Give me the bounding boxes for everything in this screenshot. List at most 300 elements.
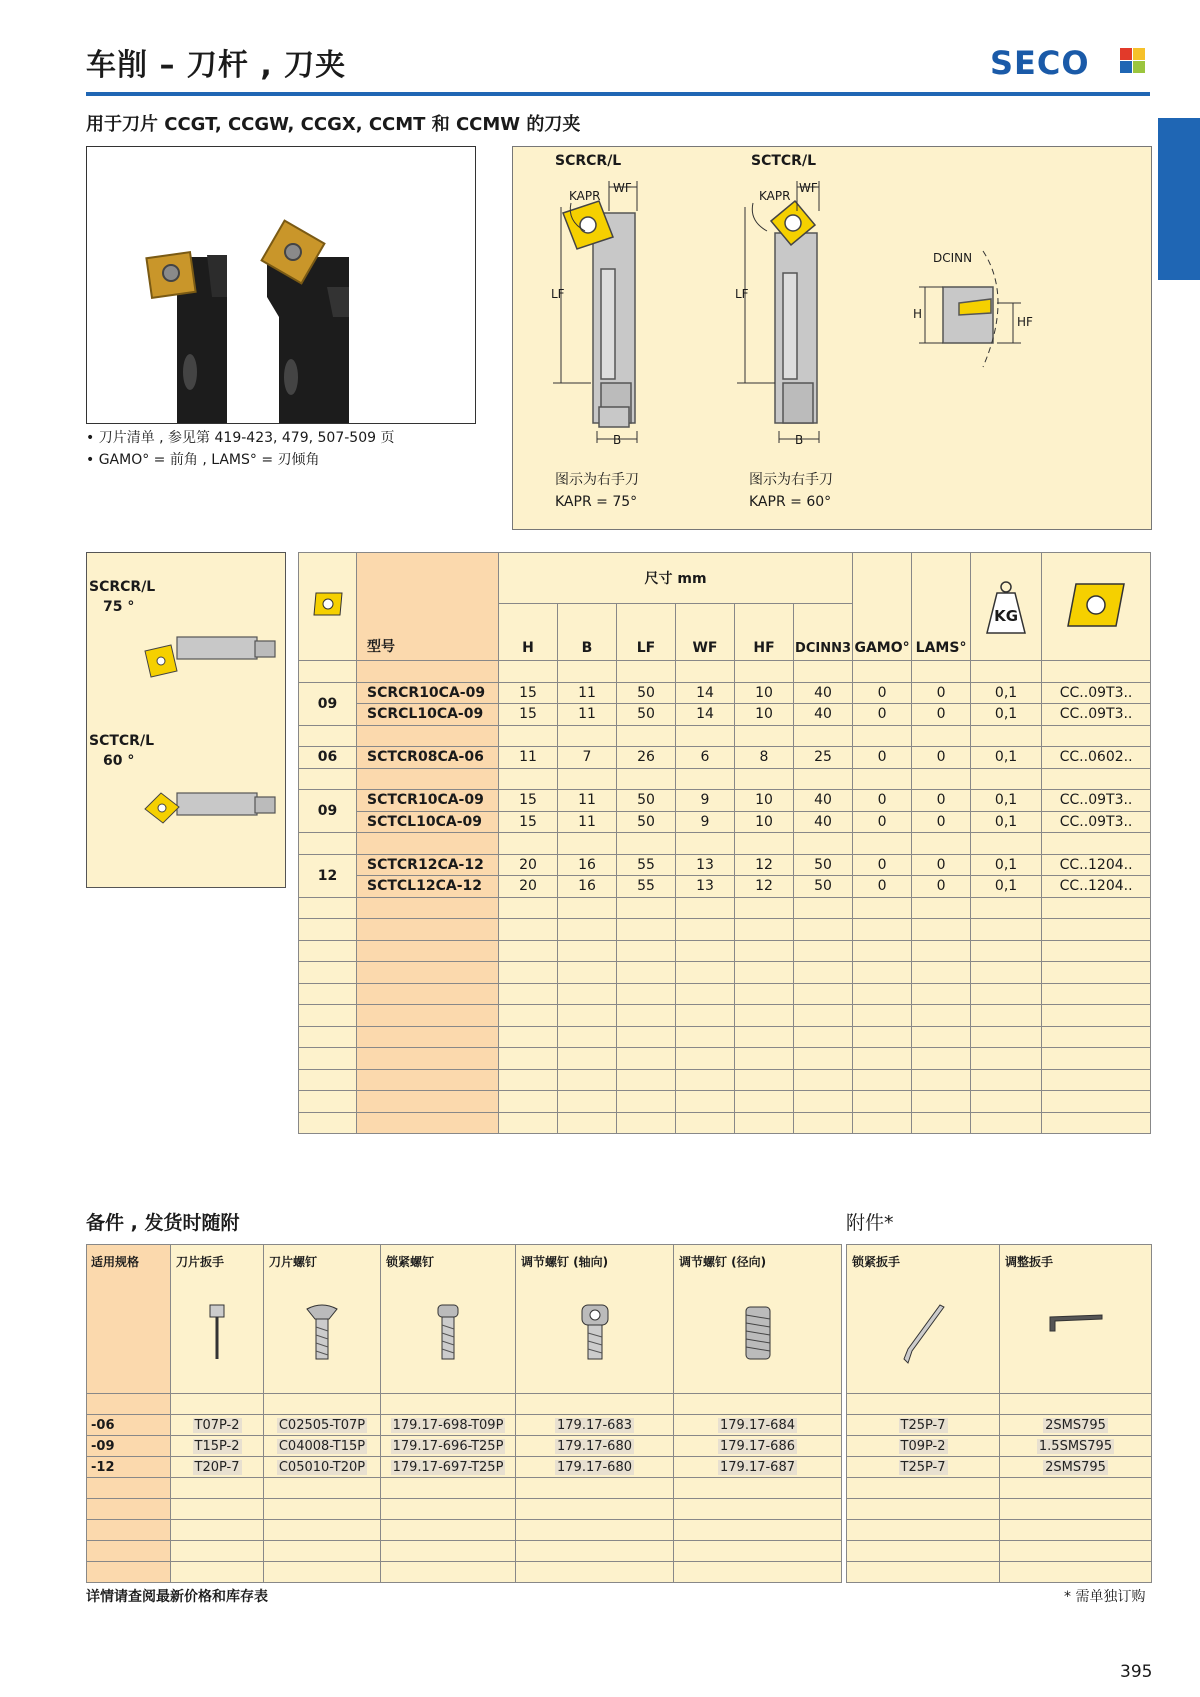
value-cell: [853, 983, 912, 1005]
note-insert-list: • 刀片清单 , 参见第 419-423, 479, 507-509 页: [86, 430, 395, 446]
cell-h: 20: [499, 876, 558, 898]
acc-adj-key-cell: [1000, 1436, 1152, 1457]
weight-label: KG: [994, 606, 1019, 625]
value-cell: [912, 1091, 971, 1113]
cell-wf: 9: [676, 811, 735, 833]
value-cell: [794, 768, 853, 790]
cell-lf: 50: [617, 704, 676, 726]
cell-insert: CC..1204..: [1042, 854, 1151, 876]
lock-key-icon: [847, 1303, 999, 1370]
cell-dcinn3: 50: [794, 876, 853, 898]
holder-row: [299, 704, 1151, 726]
model-cell: SCTCR12CA-12: [357, 854, 499, 876]
empty-row: [299, 897, 1151, 919]
title-rule: [86, 92, 1150, 96]
insert-size-cell: 09: [299, 790, 357, 833]
empty-row: [847, 1541, 1152, 1562]
col-lams-header: LAMS°: [912, 553, 971, 661]
spares-size-cell: -12: [87, 1457, 171, 1478]
spares-axial-cell: [516, 1457, 674, 1478]
empty-cell: [516, 1478, 674, 1499]
value-cell: [1042, 983, 1151, 1005]
spares-lock-cell: [381, 1436, 516, 1457]
value-cell: [676, 1112, 735, 1134]
page-subtitle: 用于刀片 CCGT, CCGW, CCGX, CCMT 和 CCMW 的刀夹: [86, 114, 581, 135]
cell-hf: 12: [735, 876, 794, 898]
insert-size-icon-cell: [299, 553, 357, 661]
value-cell: [971, 768, 1042, 790]
value-cell: [794, 1005, 853, 1027]
value-cell: [735, 1112, 794, 1134]
cell-gamo: 0: [853, 682, 912, 704]
model-cell: [357, 983, 499, 1005]
value-cell: [499, 897, 558, 919]
value-cell: [499, 661, 558, 683]
weight-icon-cell: [971, 553, 1042, 661]
cell-lf: 55: [617, 876, 676, 898]
col-lf-header: LF: [617, 604, 676, 661]
value-cell: [853, 661, 912, 683]
acc-lock-key-cell: [847, 1436, 1000, 1457]
logo-blocks-icon: [1120, 48, 1146, 74]
size-cell: [299, 940, 357, 962]
cell-b: 16: [558, 854, 617, 876]
model-cell: [357, 661, 499, 683]
torx-key-icon: [171, 1303, 263, 1366]
value-cell: [794, 661, 853, 683]
value-cell: [971, 833, 1042, 855]
cell-lams: 0: [912, 747, 971, 769]
empty-cell: [171, 1394, 264, 1415]
value-cell: [794, 1069, 853, 1091]
value-cell: [794, 1026, 853, 1048]
value-cell: [1042, 1069, 1151, 1091]
spares-table: [86, 1244, 842, 1583]
b-label-right: B: [795, 433, 804, 447]
value-cell: [676, 768, 735, 790]
empty-cell: [87, 1520, 171, 1541]
empty-cell: [516, 1520, 674, 1541]
value-cell: [617, 768, 676, 790]
model-cell: [357, 1005, 499, 1027]
empty-row: [87, 1541, 842, 1562]
value-cell: [912, 833, 971, 855]
value-cell: [1042, 1112, 1151, 1134]
part-number: 179.17-680: [557, 1438, 632, 1454]
lf-label-left: LF: [551, 287, 565, 301]
spares-radial-cell: [674, 1457, 842, 1478]
value-cell: [558, 897, 617, 919]
value-cell: [971, 725, 1042, 747]
cell-h: 15: [499, 811, 558, 833]
value-cell: [853, 897, 912, 919]
value-cell: [853, 1048, 912, 1070]
empty-cell: [87, 1499, 171, 1520]
cell-h: 15: [499, 682, 558, 704]
value-cell: [617, 983, 676, 1005]
radial-screw-icon: [674, 1303, 841, 1366]
variant-sctcr-angle: 60 °: [103, 753, 135, 769]
value-cell: [558, 1026, 617, 1048]
col-wf-header: WF: [676, 604, 735, 661]
accessories-row: [847, 1457, 1152, 1478]
cell-b: 11: [558, 811, 617, 833]
empty-row: [299, 1026, 1151, 1048]
spacer-row: [299, 768, 1151, 790]
value-cell: [971, 919, 1042, 941]
value-cell: [912, 768, 971, 790]
cell-gamo: 0: [853, 704, 912, 726]
empty-cell: [1000, 1520, 1152, 1541]
empty-row: [87, 1520, 842, 1541]
value-cell: [853, 725, 912, 747]
value-cell: [971, 1005, 1042, 1027]
value-cell: [794, 897, 853, 919]
lf-label-right: LF: [735, 287, 749, 301]
value-cell: [1042, 768, 1151, 790]
empty-cell: [674, 1499, 842, 1520]
part-number: C02505-T07P: [278, 1417, 366, 1433]
spacer-row: [299, 725, 1151, 747]
value-cell: [912, 1048, 971, 1070]
spacer-row: [299, 833, 1151, 855]
spares-size-header: 适用规格: [87, 1245, 171, 1394]
cell-gamo: 0: [853, 747, 912, 769]
cell-b: 11: [558, 790, 617, 812]
radial-screw-header-label: 调节螺钉 (径向): [679, 1255, 767, 1269]
model-cell: SCTCL12CA-12: [357, 876, 499, 898]
value-cell: [735, 897, 794, 919]
value-cell: [853, 1005, 912, 1027]
empty-row: [87, 1478, 842, 1499]
value-cell: [499, 1005, 558, 1027]
value-cell: [1042, 833, 1151, 855]
value-cell: [499, 1026, 558, 1048]
value-cell: [971, 983, 1042, 1005]
empty-row: [299, 1112, 1151, 1134]
cell-lams: 0: [912, 790, 971, 812]
spares-screw-cell: [264, 1436, 381, 1457]
empty-cell: [516, 1562, 674, 1583]
empty-row: [847, 1478, 1152, 1499]
model-cell: [357, 768, 499, 790]
cell-lf: 26: [617, 747, 676, 769]
holder-row: [299, 682, 1151, 704]
value-cell: [912, 940, 971, 962]
insert-screw-icon: [264, 1303, 380, 1366]
part-number: C05010-T20P: [278, 1459, 366, 1475]
spares-row: [87, 1457, 842, 1478]
empty-cell: [1000, 1541, 1152, 1562]
part-number: 179.17-684: [720, 1417, 795, 1433]
value-cell: [558, 833, 617, 855]
cell-lams: 0: [912, 682, 971, 704]
empty-cell: [171, 1499, 264, 1520]
value-cell: [794, 983, 853, 1005]
part-number: 179.17-680: [557, 1459, 632, 1475]
empty-cell: [674, 1520, 842, 1541]
page-title: 车削 – 刀杆 , 刀夹: [86, 48, 347, 83]
value-cell: [735, 940, 794, 962]
cell-hf: 10: [735, 811, 794, 833]
empty-cell: [381, 1541, 516, 1562]
value-cell: [971, 1026, 1042, 1048]
value-cell: [499, 1069, 558, 1091]
wf-label-right: WF: [799, 181, 818, 195]
size-cell: [299, 833, 357, 855]
cell-dcinn3: 40: [794, 811, 853, 833]
value-cell: [1042, 725, 1151, 747]
empty-cell: [264, 1520, 381, 1541]
value-cell: [853, 940, 912, 962]
value-cell: [853, 919, 912, 941]
insert-size-cell: 09: [299, 682, 357, 725]
model-cell: [357, 1048, 499, 1070]
cell-kg: 0,1: [971, 704, 1042, 726]
cell-dcinn3: 25: [794, 747, 853, 769]
empty-cell: [674, 1394, 842, 1415]
value-cell: [853, 962, 912, 984]
empty-cell: [264, 1562, 381, 1583]
spares-radial-cell: [674, 1436, 842, 1457]
cell-hf: 10: [735, 682, 794, 704]
notes: [86, 427, 394, 471]
value-cell: [558, 1048, 617, 1070]
model-header: 型号: [357, 553, 499, 661]
value-cell: [912, 897, 971, 919]
value-cell: [912, 1069, 971, 1091]
part-number: 179.17-686: [720, 1438, 795, 1454]
part-number: T15P-2: [194, 1438, 240, 1454]
variant-sctcr-name: SCTCR/L: [89, 733, 154, 749]
spares-row: [87, 1436, 842, 1457]
insert-icon: [1064, 580, 1128, 630]
b-label-left: B: [613, 433, 622, 447]
value-cell: [794, 962, 853, 984]
part-number: 2SMS795: [1045, 1417, 1106, 1433]
value-cell: [558, 1005, 617, 1027]
product-photo: [86, 146, 476, 424]
footer-asterisk-note: * 需单独订购: [1064, 1589, 1146, 1605]
part-number: T07P-2: [194, 1417, 240, 1433]
section-side-tab: [1158, 118, 1200, 280]
holder-row: [299, 790, 1151, 812]
value-cell: [853, 1026, 912, 1048]
part-number: 179.17-697-T25P: [392, 1459, 504, 1475]
value-cell: [912, 1112, 971, 1134]
value-cell: [1042, 919, 1151, 941]
empty-row: [847, 1499, 1152, 1520]
cell-insert: CC..1204..: [1042, 876, 1151, 898]
variant-drawings: [87, 553, 285, 887]
model-cell: [357, 1112, 499, 1134]
cell-wf: 6: [676, 747, 735, 769]
part-number: T20P-7: [194, 1459, 240, 1475]
part-number: T25P-7: [900, 1417, 946, 1433]
left-caption: [555, 469, 639, 513]
cell-kg: 0,1: [971, 790, 1042, 812]
value-cell: [971, 897, 1042, 919]
size-cell: [299, 919, 357, 941]
cell-insert: CC..09T3..: [1042, 790, 1151, 812]
spares-size-cell: -06: [87, 1415, 171, 1436]
empty-row: [299, 1069, 1151, 1091]
empty-row: [299, 1048, 1151, 1070]
cell-lams: 0: [912, 811, 971, 833]
insert-screw-header-label: 刀片螺钉: [269, 1255, 318, 1269]
acc-adj-key-cell: [1000, 1415, 1152, 1436]
cell-wf: 14: [676, 682, 735, 704]
size-cell: [299, 897, 357, 919]
empty-row: [299, 1005, 1151, 1027]
model-cell: SCRCR10CA-09: [357, 682, 499, 704]
value-cell: [794, 833, 853, 855]
model-cell: [357, 1069, 499, 1091]
right-caption: [749, 469, 833, 513]
cell-wf: 14: [676, 704, 735, 726]
empty-cell: [516, 1541, 674, 1562]
value-cell: [676, 940, 735, 962]
value-cell: [617, 661, 676, 683]
insert-key-header-label: 刀片扳手: [176, 1255, 225, 1269]
value-cell: [853, 1091, 912, 1113]
holder-row: [299, 854, 1151, 876]
insert-screw-header: [264, 1245, 381, 1394]
model-cell: SCTCR08CA-06: [357, 747, 499, 769]
model-cell: [357, 1091, 499, 1113]
size-cell: [299, 725, 357, 747]
spares-axial-cell: [516, 1436, 674, 1457]
value-cell: [735, 1091, 794, 1113]
value-cell: [794, 1112, 853, 1134]
spares-title: 备件 , 发货时随附: [86, 1212, 240, 1234]
empty-cell: [674, 1562, 842, 1583]
right-caption-hand: 图示为右手刀: [749, 472, 833, 488]
kapr-label-left: KAPR: [569, 189, 601, 203]
lock-screw-header-label: 锁紧螺钉: [386, 1255, 435, 1269]
empty-cell: [171, 1520, 264, 1541]
value-cell: [676, 661, 735, 683]
value-cell: [499, 1112, 558, 1134]
value-cell: [1042, 940, 1151, 962]
axial-screw-header: [516, 1245, 674, 1394]
accessories-row: [847, 1415, 1152, 1436]
cell-lf: 50: [617, 811, 676, 833]
value-cell: [912, 962, 971, 984]
value-cell: [676, 1026, 735, 1048]
value-cell: [971, 1069, 1042, 1091]
value-cell: [499, 833, 558, 855]
empty-cell: [171, 1478, 264, 1499]
hf-label: HF: [1017, 315, 1033, 329]
size-cell: [299, 1069, 357, 1091]
cell-dcinn3: 40: [794, 790, 853, 812]
value-cell: [735, 1048, 794, 1070]
value-cell: [676, 919, 735, 941]
cell-h: 15: [499, 704, 558, 726]
acc-lock-key-cell: [847, 1415, 1000, 1436]
cell-h: 20: [499, 854, 558, 876]
note-angles: • GAMO° = 前角 , LAMS° = 刃倾角: [86, 452, 320, 468]
empty-cell: [264, 1541, 381, 1562]
cell-insert: CC..09T3..: [1042, 682, 1151, 704]
radial-screw-header: [674, 1245, 842, 1394]
value-cell: [735, 983, 794, 1005]
empty-cell: [381, 1562, 516, 1583]
model-cell: SCTCR10CA-09: [357, 790, 499, 812]
empty-cell: [1000, 1478, 1152, 1499]
empty-row: [847, 1394, 1152, 1415]
cell-gamo: 0: [853, 790, 912, 812]
spares-size-cell: -09: [87, 1436, 171, 1457]
size-cell: [299, 1091, 357, 1113]
value-cell: [558, 940, 617, 962]
wf-label-left: WF: [613, 181, 632, 195]
empty-row: [299, 983, 1151, 1005]
value-cell: [499, 1091, 558, 1113]
part-number: T09P-2: [900, 1438, 946, 1454]
empty-cell: [674, 1541, 842, 1562]
empty-row: [299, 919, 1151, 941]
value-cell: [1042, 1026, 1151, 1048]
cell-lams: 0: [912, 704, 971, 726]
value-cell: [676, 897, 735, 919]
spares-screw-cell: [264, 1457, 381, 1478]
logo-text: SECO: [990, 44, 1090, 82]
model-cell: [357, 919, 499, 941]
value-cell: [617, 1091, 676, 1113]
right-caption-kapr: KAPR = 60°: [749, 494, 832, 510]
spares-axial-cell: [516, 1415, 674, 1436]
value-cell: [794, 725, 853, 747]
part-number: 2SMS795: [1045, 1459, 1106, 1475]
empty-cell: [87, 1478, 171, 1499]
empty-cell: [847, 1394, 1000, 1415]
variant-scrcr-name: SCRCR/L: [89, 579, 156, 595]
value-cell: [499, 919, 558, 941]
value-cell: [617, 1005, 676, 1027]
value-cell: [853, 833, 912, 855]
cell-insert: CC..0602..: [1042, 747, 1151, 769]
cell-wf: 13: [676, 876, 735, 898]
cell-b: 11: [558, 704, 617, 726]
cell-gamo: 0: [853, 811, 912, 833]
value-cell: [1042, 1048, 1151, 1070]
value-cell: [1042, 1091, 1151, 1113]
empty-cell: [516, 1499, 674, 1520]
cell-insert: CC..09T3..: [1042, 811, 1151, 833]
accessories-table: [846, 1244, 1152, 1583]
empty-row: [299, 962, 1151, 984]
value-cell: [617, 897, 676, 919]
spares-row: [87, 1415, 842, 1436]
part-number: 179.17-683: [557, 1417, 632, 1433]
cell-b: 11: [558, 682, 617, 704]
accessories-table-body: [847, 1394, 1152, 1583]
holder-row: [299, 811, 1151, 833]
size-cell: [299, 962, 357, 984]
size-cell: [299, 661, 357, 683]
holder-table: [298, 552, 1151, 1134]
value-cell: [794, 919, 853, 941]
lock-screw-header: [381, 1245, 516, 1394]
left-caption-kapr: KAPR = 75°: [555, 494, 638, 510]
insert-size-cell: 12: [299, 854, 357, 897]
left-caption-hand: 图示为右手刀: [555, 472, 639, 488]
empty-cell: [381, 1478, 516, 1499]
value-cell: [676, 962, 735, 984]
value-cell: [676, 983, 735, 1005]
